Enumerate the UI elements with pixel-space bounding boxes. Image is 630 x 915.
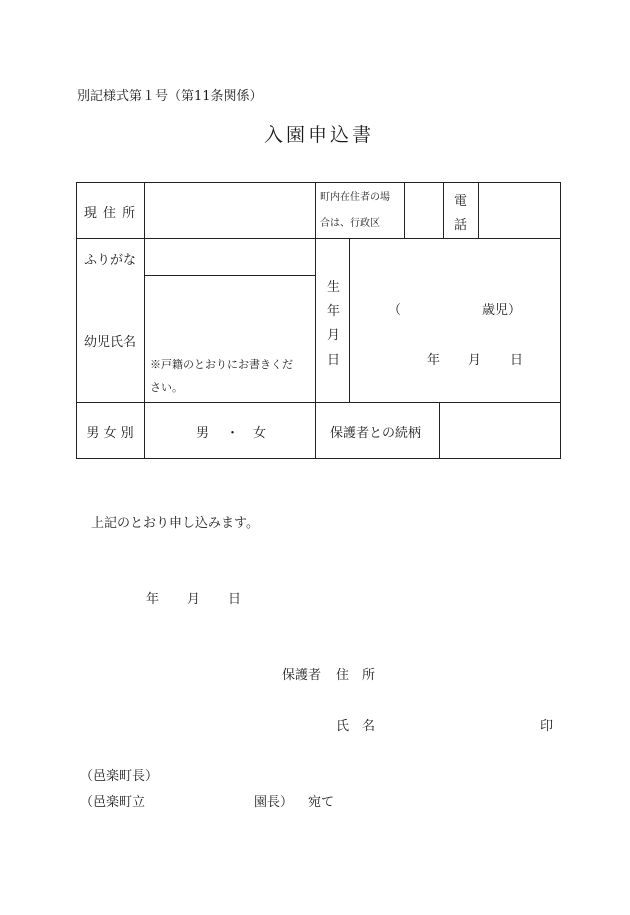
guardian-label: 保護者 — [282, 668, 322, 683]
seal-mark: 印 — [540, 719, 554, 734]
guardian-address-input[interactable] — [390, 660, 555, 682]
child-name-input[interactable] — [145, 276, 315, 346]
table-rule — [315, 182, 316, 459]
age-open-paren: （ — [388, 303, 402, 318]
age-input[interactable] — [406, 294, 486, 320]
birth-month-label: 月 — [468, 353, 482, 368]
relation-label: 保護者との続柄 — [330, 426, 422, 441]
birth-day-label: 日 — [510, 353, 524, 368]
guardian-address-label: 住 所 — [336, 668, 376, 683]
application-day-label: 日 — [228, 592, 242, 607]
sex-male-option[interactable]: 男 — [196, 426, 210, 441]
page-title: 入園申込書 — [263, 124, 374, 146]
guardian-name-label: 氏 名 — [336, 719, 376, 734]
addressee-school-prefix: （邑楽町立 — [80, 795, 146, 810]
addressee-ate: 宛て — [308, 795, 335, 810]
sex-separator: ・ — [226, 426, 240, 441]
application-table — [76, 182, 561, 459]
addressee-mayor: （邑楽町長） — [80, 769, 159, 784]
sex-label: 男 女 別 — [86, 426, 134, 441]
relation-input[interactable] — [440, 403, 560, 458]
birth-label-4: 日 — [327, 353, 341, 368]
phone-label-2: 話 — [454, 218, 468, 233]
furigana-label: ふりがな — [84, 253, 137, 268]
resident-note-line1: 町内在住者の場 — [320, 192, 390, 203]
application-year-label: 年 — [146, 592, 160, 607]
furigana-input[interactable] — [145, 239, 315, 275]
address-input[interactable] — [145, 183, 315, 238]
name-note-line2: さい。 — [150, 381, 183, 394]
child-name-label: 幼児氏名 — [84, 335, 137, 350]
name-note-line1: ※戸籍のとおりにお書きくだ — [150, 358, 293, 371]
phone-label-1: 電 — [454, 194, 468, 209]
birth-year-label: 年 — [427, 353, 441, 368]
resident-note-line2: 合は、行政区 — [320, 218, 380, 229]
statement: 上記のとおり申し込みます。 — [91, 516, 259, 531]
district-input[interactable] — [405, 183, 443, 238]
table-border-bottom — [76, 458, 561, 459]
age-suffix: 歳児） — [482, 303, 522, 318]
phone-input[interactable] — [479, 183, 560, 238]
birth-label-1: 生 — [327, 280, 341, 295]
sex-female-option[interactable]: 女 — [253, 426, 267, 441]
birth-label-3: 月 — [327, 328, 341, 343]
table-border-left — [76, 182, 77, 459]
address-label: 現 住 所 — [83, 206, 137, 221]
guardian-name-input[interactable] — [390, 711, 530, 733]
form-reference: 別記様式第１号（第11条関係） — [77, 89, 263, 104]
table-border-right — [560, 182, 561, 459]
table-rule — [349, 238, 350, 403]
application-month-label: 月 — [187, 592, 201, 607]
birth-label-2: 年 — [327, 304, 341, 319]
addressee-school-suffix: 園長） — [254, 795, 294, 810]
table-rule — [443, 182, 444, 239]
school-name-input[interactable] — [150, 787, 248, 809]
